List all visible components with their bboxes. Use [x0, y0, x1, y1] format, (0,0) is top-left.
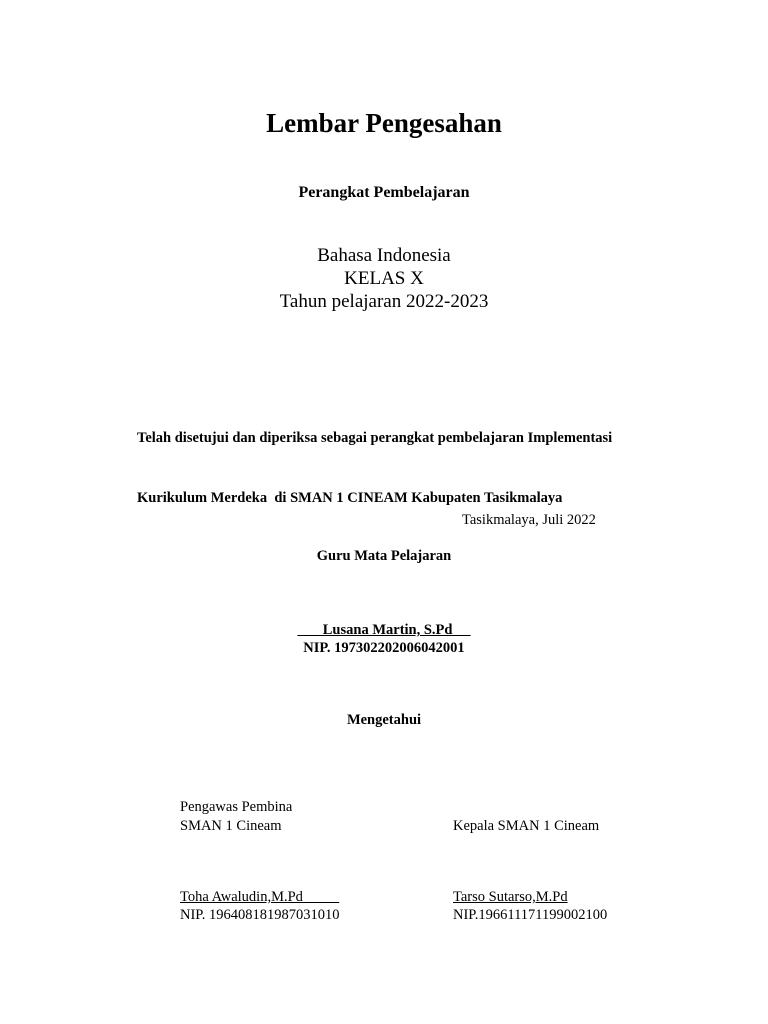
document-subtitle: Perangkat Pembelajaran — [298, 184, 470, 201]
document-title: Lembar Pengesahan — [266, 108, 502, 138]
principal-role: Kepala SMAN 1 Cineam — [453, 818, 600, 834]
approval-statement — [137, 388, 612, 528]
teacher-name: Lusana Martin, S.Pd — [297, 622, 471, 638]
teacher-nip: NIP. 197302202006042001 — [303, 640, 465, 656]
supervisor-name: Toha Awaludin,M.Pd — [180, 889, 340, 905]
approval-line-1: Telah disetujui dan diperiksa sebagai perangkat pembelajaran Implementasi — [137, 430, 613, 446]
subject-class: KELAS X — [344, 268, 424, 289]
principal-name: Tarso Sutarso,M.Pd — [453, 889, 568, 905]
place-date: Tasikmalaya, Juli 2022 — [462, 512, 596, 528]
subject-name: Bahasa Indonesia — [317, 245, 451, 266]
approval-line-2: Kurikulum Merdeka di SMAN 1 CINEAM Kabupaten Tasikmalaya — [137, 490, 563, 506]
acknowledge-label: Mengetahui — [346, 712, 422, 728]
principal-nip: NIP.196611171199002100 — [453, 907, 608, 923]
academic-year: Tahun pelajaran 2022-2023 — [279, 291, 489, 312]
supervisor-nip: NIP. 196408181987031010 — [180, 907, 340, 923]
teacher-role: Guru Mata Pelajaran — [316, 548, 452, 564]
supervisor-role: Pengawas Pembina — [180, 799, 293, 815]
supervisor-school: SMAN 1 Cineam — [180, 818, 282, 834]
